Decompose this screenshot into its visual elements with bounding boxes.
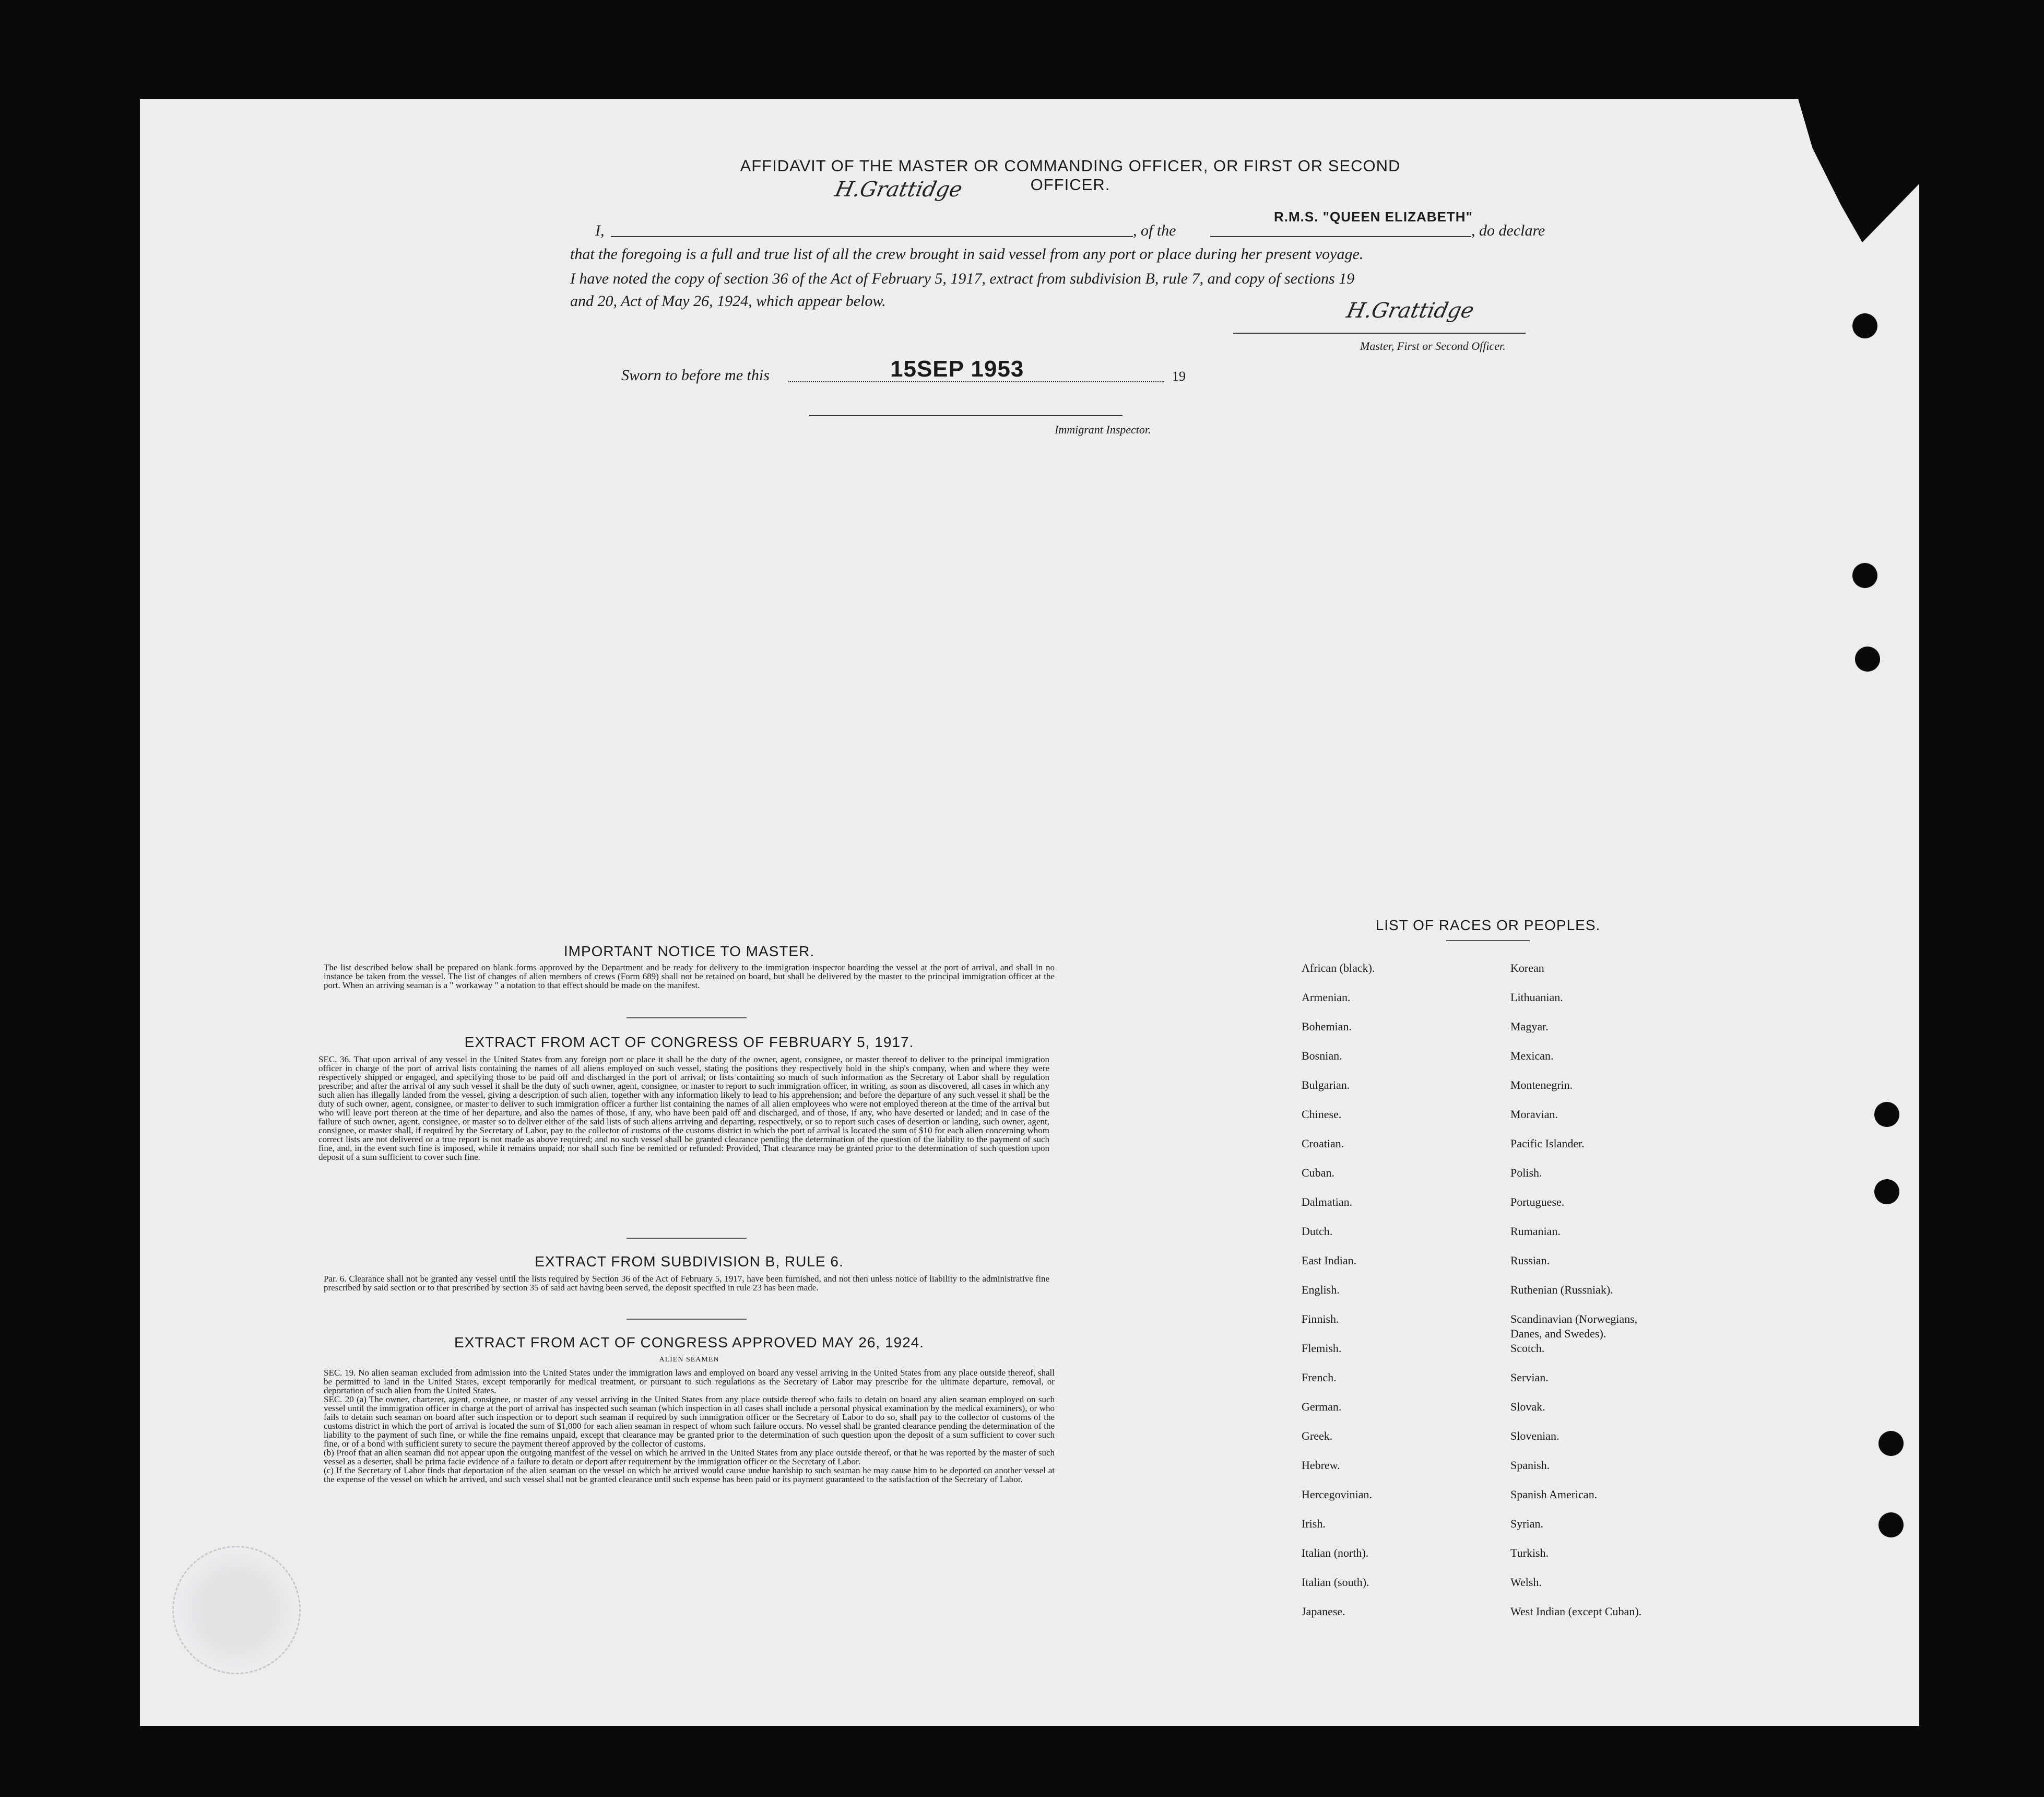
- race-item: Flemish.: [1302, 1342, 1342, 1355]
- date-stamp: 15SEP 1953: [890, 356, 1024, 382]
- binder-hole: [1855, 647, 1880, 672]
- affidavit-title: AFFIDAVIT OF THE MASTER OR COMMANDING OFFICER, OR FIRST OR SECOND OFFICER.: [740, 157, 1401, 194]
- race-item: Rumanian.: [1510, 1225, 1561, 1238]
- binder-hole: [1874, 1102, 1899, 1127]
- do-declare-label: , do declare: [1471, 222, 1545, 239]
- divider: [627, 1319, 747, 1320]
- alien-seamen-subheading: ALIEN SEAMEN: [659, 1356, 719, 1364]
- sec-20a-paragraph: SEC. 20 (a) The owner, charterer, agent, consignee, or master of any vessel arriving in the United States from any place outside thereof who fails to detain on board any alien seaman employed on such vessel until the immigration officer in charge at the port of arrival has inspected such seaman (which inspection in all cases shall include a personal physical examination by the medical examiners), or who fails to detain such seaman on board after such inspection or to deport such seaman if required by such immigration officer or the Secretary of Labor to do so, shall pay to the collector of customs of the customs district in which the port of arrival is located the sum of $1,000 for each alien seaman in respect of whom such failure occurs. No vessel shall be granted clearance pending the determination of the liability to the payment of such fine, or while the fine remains unpaid, except that clearance may be granted prior to the determination of such question upon the deposit of a sum sufficient to cover such fine, or of a bond with sufficient surety to secure the payment thereof approved by the collector of customs.: [324, 1394, 1055, 1449]
- extract-1917-text: [318, 1055, 1049, 1161]
- race-item: West Indian (except Cuban).: [1510, 1605, 1642, 1618]
- race-item: Lithuanian.: [1510, 991, 1563, 1004]
- race-item: Slovenian.: [1510, 1429, 1559, 1442]
- race-item: Japanese.: [1302, 1605, 1345, 1618]
- race-item: English.: [1302, 1283, 1340, 1296]
- race-item: Armenian.: [1302, 991, 1351, 1004]
- race-item: Magyar.: [1510, 1020, 1549, 1033]
- race-item: Portuguese.: [1510, 1195, 1565, 1208]
- sec-20c-paragraph: (c) If the Secretary of Labor finds that deportation of the alien seaman on the vessel on which he arrived would cause undue hardship to such seaman he may cause him to be deported on another vessel at the expense of the vessel on which he arrived, and such vessel shall not be granted clearance until such expense has been paid or its payment guaranteed to the satisfaction of the Secretary of Labor.: [324, 1465, 1055, 1484]
- divider: [1446, 940, 1530, 941]
- divider: [627, 1238, 747, 1239]
- signature-master: H.Grattidge: [1344, 299, 1476, 323]
- notice-text: [324, 963, 1055, 990]
- binder-hole: [1878, 1431, 1904, 1456]
- notice-paragraph: The list described below shall be prepared on blank forms approved by the Department and be ready for delivery to the immigration inspector boarding the vessel at the port of arrival, and shall in no instance be taken from the vessel. The list of changes of alien members of crews (Form 689) shall not be retained on board, but shall be delivered by the master to the principal immigration officer at the port. When an arriving seaman is a " workaway " a notation to that effect should be made on the manifest.: [324, 962, 1055, 990]
- subdivision-heading: EXTRACT FROM SUBDIVISION B, RULE 6.: [535, 1253, 844, 1270]
- sec-19-paragraph: SEC. 19. No alien seaman excluded from admission into the United States under the immigration laws and employed on board any vessel arriving in the United States from any place outside thereof, shall be permitted to land in the United States, except temporarily for medical treatment, or pursuant to such regulations as the Secretary of Labor may prescribe for the ultimate departure, removal, or deportation of such alien from the United States.: [324, 1368, 1055, 1395]
- notice-heading: IMPORTANT NOTICE TO MASTER.: [563, 943, 815, 959]
- year-prefix: 19: [1172, 369, 1186, 384]
- race-item: Irish.: [1302, 1517, 1326, 1530]
- binder-hole: [1852, 563, 1877, 588]
- race-item: Russian.: [1510, 1254, 1550, 1267]
- race-item: Turkish.: [1510, 1546, 1549, 1559]
- divider: [627, 1017, 747, 1018]
- signature-top: H.Grattidge: [833, 178, 965, 202]
- master-caption: Master, First or Second Officer.: [1360, 339, 1506, 353]
- race-item: Finnish.: [1302, 1312, 1339, 1325]
- race-item: Slovak.: [1510, 1400, 1545, 1413]
- race-item: East Indian.: [1302, 1254, 1357, 1267]
- binder-hole: [1874, 1179, 1899, 1204]
- race-item: Ruthenian (Russniak).: [1510, 1283, 1613, 1296]
- sec-20b-paragraph: (b) Proof that an alien seaman did not appear upon the outgoing manifest of the vessel on which he arrived in the United States from any place outside thereof, or that he was reported by the master of such vessel as a deserter, shall be prima facie evidence of a failure to detain or deport after requirement by the immigration officer or the Secretary of Labor.: [324, 1448, 1055, 1466]
- extract-1917-heading: EXTRACT FROM ACT OF CONGRESS OF FEBRUARY 5, 1917.: [464, 1034, 914, 1050]
- extract-1924-heading: EXTRACT FROM ACT OF CONGRESS APPROVED MAY 26, 1924.: [454, 1334, 925, 1350]
- race-item: Mexican.: [1510, 1049, 1554, 1062]
- race-item: Dutch.: [1302, 1225, 1333, 1238]
- race-item: Montenegrin.: [1510, 1078, 1573, 1091]
- sworn-label: Sworn to before me this: [621, 367, 770, 384]
- race-item: Croatian.: [1302, 1137, 1344, 1150]
- race-item: Chinese.: [1302, 1108, 1342, 1121]
- subdivision-paragraph: Par. 6. Clearance shall not be granted any vessel until the lists required by Section 36 of the Act of February 5, 1917, have been furnished, and not then unless notice of liability to the administrative fine prescribed by said section or to that prescribed by section 35 of said act having been served, the deposit specified in rule 23 has been made.: [324, 1274, 1049, 1293]
- affidavit-line-1: that the foregoing is a full and true list of all the crew brought in said vessel from any port or place during her present voyage.: [570, 245, 1364, 263]
- race-item: Syrian.: [1510, 1517, 1543, 1530]
- race-item: Italian (south).: [1302, 1576, 1369, 1589]
- race-item: Spanish.: [1510, 1459, 1550, 1472]
- binder-hole: [1852, 313, 1877, 338]
- race-item: Polish.: [1510, 1166, 1542, 1179]
- race-item: African (black).: [1302, 961, 1375, 974]
- race-item: Dalmatian.: [1302, 1195, 1353, 1208]
- race-item: Italian (north).: [1302, 1546, 1369, 1559]
- master-signature-line: [1233, 333, 1526, 334]
- inspector-caption: Immigrant Inspector.: [1055, 423, 1151, 436]
- name-line: [611, 236, 1133, 237]
- affidavit-line-2: I have noted the copy of section 36 of the Act of February 5, 1917, extract from subdivision B, rule 7, and copy of sections 19: [570, 270, 1355, 287]
- race-item: German.: [1302, 1400, 1342, 1413]
- subdivision-text: [324, 1274, 1049, 1292]
- race-item: Spanish American.: [1510, 1488, 1598, 1501]
- affidavit-line-3: and 20, Act of May 26, 1924, which appear below.: [570, 292, 886, 310]
- race-item: Greek.: [1302, 1429, 1333, 1442]
- race-item: Bohemian.: [1302, 1020, 1352, 1033]
- extract-1924-text: [324, 1368, 1055, 1484]
- embossed-seal: [172, 1546, 301, 1674]
- race-item: Hercegovinian.: [1302, 1488, 1372, 1501]
- binder-hole: [1878, 1512, 1904, 1537]
- race-item: Scotch.: [1510, 1342, 1545, 1355]
- inspector-line: [809, 415, 1123, 416]
- race-item: Scandinavian (Norwegians, Danes, and Swedes).: [1510, 1312, 1638, 1340]
- races-heading: LIST OF RACES OR PEOPLES.: [1375, 917, 1601, 933]
- race-item: Korean: [1510, 961, 1544, 974]
- race-item: Pacific Islander.: [1510, 1137, 1585, 1150]
- of-the-label: , of the: [1133, 222, 1176, 239]
- race-item: Cuban.: [1302, 1166, 1334, 1179]
- extract-1917-paragraph: SEC. 36. That upon arrival of any vessel in the United States from any foreign port or place it shall be the duty of the owner, agent, consignee, or master thereof to deliver to the principal immigration officer in charge of the port of arrival lists containing the names of all aliens employed on such vessel, stating the positions they respectively hold in the ship's company, when and where they were respectively shipped or engaged, and specifying those to be paid off and discharged in the port of arrival; or lists containing so much of such information as the Secretary of Labor shall by regulation prescribe; and after the arrival of any such vessel it shall be the duty of such owner, agent, consignee, or master to report to such immigration officer, in writing, as soon as discovered, all cases in which any such alien has illegally landed from the vessel, giving a description of such alien, together with any information likely to lead to his apprehension; and before the departure of any such vessel it shall be the duty of such owner, agent, consignee, or master to deliver to such immigration officer a further list containing the names of all alien employees who were not employed thereon at the time of the arrival but who will leave port thereon at the time of her departure, and also the names of those, if any, who have been paid off and discharged, and of those, if any, who have deserted or landed; and in case of the failure of such owner, agent, consignee, or master so to deliver either of the said lists of such aliens arriving and departing, respectively, or so to report such cases of desertion or landing, such owner, agent, consignee, or master shall, if required by the Secretary of Labor, pay to the collector of customs of the customs district in which the port of arrival is located the sum of $10 for each alien concerning whom correct lists are not delivered or a true report is not made as above required; and no such vessel shall be granted clearance pending the determination of the question of the liability to the payment of such fine, and, in the event such fine is imposed, while it remains unpaid; nor shall such fine be remitted or refunded: Provided, That clearance may be granted prior to the determination of such question upon deposit of a sum sufficient to cover such fine.: [318, 1054, 1049, 1162]
- race-item: Welsh.: [1510, 1576, 1542, 1589]
- race-item: Moravian.: [1510, 1108, 1558, 1121]
- race-item: Hebrew.: [1302, 1459, 1340, 1472]
- vessel-stamp: R.M.S. "QUEEN ELIZABETH": [1274, 209, 1473, 225]
- vessel-line: [1210, 236, 1471, 237]
- race-item: Servian.: [1510, 1371, 1549, 1384]
- race-item: Bosnian.: [1302, 1049, 1342, 1062]
- races-right-column: [1510, 961, 1641, 1634]
- affidavit-i-label: I,: [595, 222, 605, 239]
- race-item: Bulgarian.: [1302, 1078, 1350, 1091]
- race-item: French.: [1302, 1371, 1337, 1384]
- races-left-column: [1302, 961, 1375, 1634]
